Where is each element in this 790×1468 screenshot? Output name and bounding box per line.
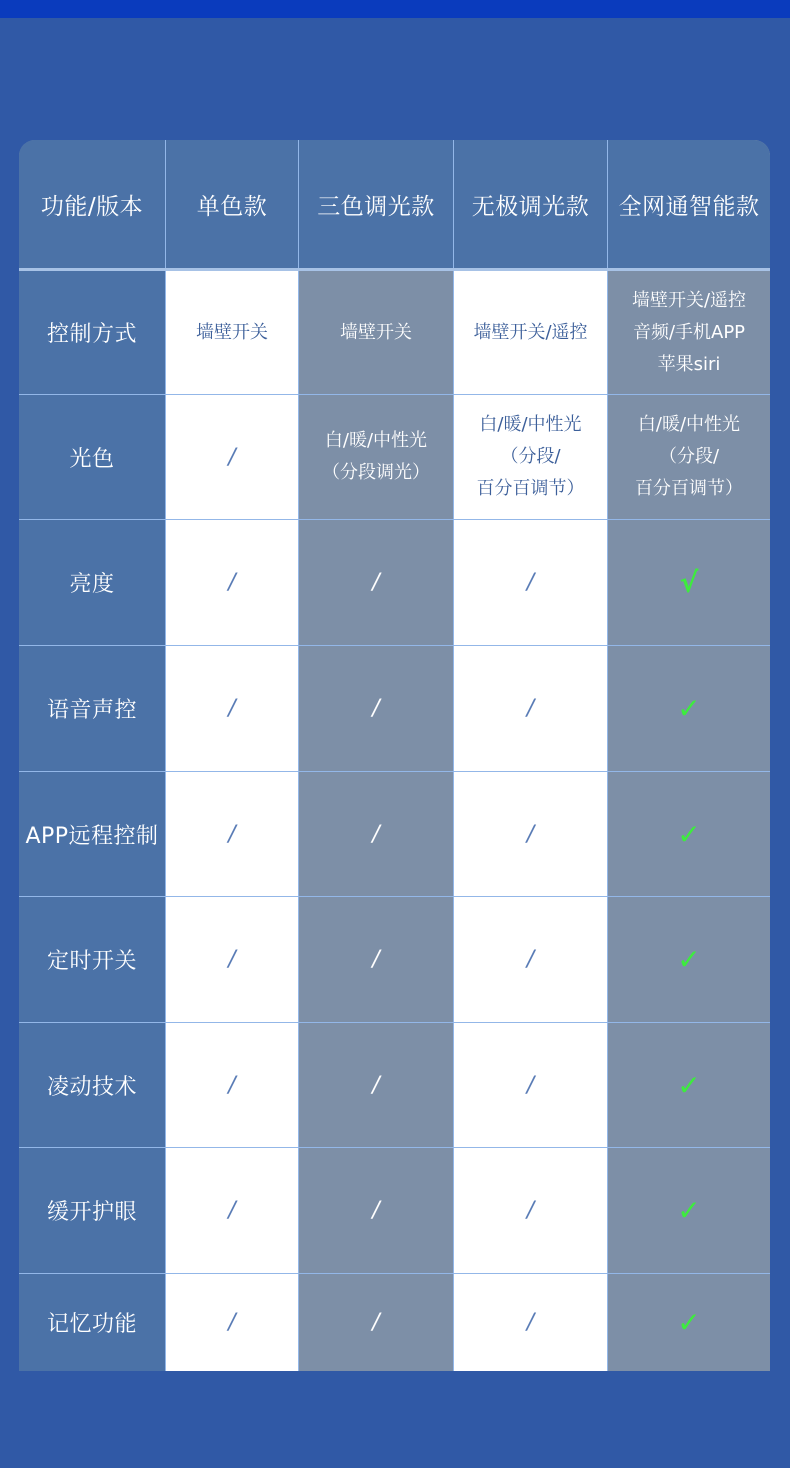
row-label: 定时开关: [46, 949, 137, 974]
not-supported-mark: /: [228, 821, 236, 847]
not-supported-mark: /: [526, 1198, 535, 1223]
cell-text: （分段/: [658, 446, 720, 467]
check-icon: √: [679, 566, 699, 599]
check-icon: ✓: [677, 1306, 701, 1339]
not-supported-mark: /: [372, 570, 380, 595]
table-cell-smart: [608, 1023, 770, 1147]
table-cell-three-color: [299, 1148, 453, 1273]
cell-text: 白/暖/中性光: [479, 414, 582, 435]
table-cell-smart: [608, 271, 770, 394]
header-cell-smart: 全网通智能款: [618, 193, 760, 220]
table-cell-smart: [608, 646, 770, 771]
table-cell-three-color: [299, 772, 453, 896]
top-bar: [0, 0, 790, 18]
check-icon: ✓: [677, 692, 701, 725]
not-supported-mark: /: [526, 947, 535, 972]
not-supported-mark: /: [228, 696, 236, 721]
table-cell-single-color: [166, 520, 298, 645]
row-label: 记忆功能: [46, 1312, 137, 1337]
table-cell-single-color: [166, 271, 298, 394]
header-cell-single-color: 单色款: [196, 193, 268, 220]
not-supported-mark: /: [228, 1310, 236, 1335]
table-cell-stepless: [454, 520, 607, 645]
table-cell-smart: [608, 772, 770, 896]
table-cell-single-color: [166, 1148, 298, 1273]
table-cell-stepless: [454, 646, 607, 771]
cell-text: 百分百调节）: [476, 478, 585, 499]
comparison-table: [19, 140, 770, 1371]
not-supported-mark: /: [372, 1198, 380, 1223]
not-supported-mark: /: [228, 947, 236, 972]
not-supported-mark: /: [228, 444, 236, 470]
cell-text: （分段调光）: [322, 462, 430, 483]
table-cell-smart: [608, 395, 770, 519]
cell-text: 墙壁开关/遥控: [473, 321, 588, 343]
not-supported-mark: /: [228, 570, 236, 595]
table-cell-three-color: [299, 646, 453, 771]
cell-text: 墙壁开关: [196, 321, 268, 343]
table-cell-stepless: [454, 897, 607, 1022]
check-icon: ✓: [677, 1068, 701, 1102]
header-cell-three-color: 三色调光款: [317, 193, 435, 220]
row-label: 凌动技术: [46, 1074, 137, 1100]
table-cell-single-color: [166, 395, 298, 519]
not-supported-mark: /: [372, 1310, 380, 1335]
table-cell-stepless: [454, 1148, 607, 1273]
table-cell-three-color: [299, 897, 453, 1022]
table-cell-stepless: [454, 395, 607, 519]
table-cell-smart: [608, 897, 770, 1022]
not-supported-mark: /: [526, 570, 535, 595]
table-cell-three-color: [299, 1274, 453, 1371]
table-cell-stepless: [454, 1274, 607, 1371]
cell-text: 白/暖/中性光: [637, 414, 741, 435]
table-cell-single-color: [166, 897, 298, 1022]
cell-text: 音频/手机APP: [632, 321, 746, 343]
header-cell-stepless: 无极调光款: [471, 193, 590, 220]
table-cell-stepless: [454, 1023, 607, 1147]
table-cell-single-color: [166, 646, 298, 771]
table-cell-three-color: [299, 520, 453, 645]
not-supported-mark: /: [228, 1198, 236, 1223]
table-cell-smart: [608, 1148, 770, 1273]
table-cell-stepless: [454, 271, 607, 394]
table-cell-single-color: [166, 1274, 298, 1371]
check-icon: ✓: [677, 817, 701, 851]
not-supported-mark: /: [526, 696, 535, 721]
table-cell-smart: [608, 520, 770, 645]
cell-text: （分段/: [500, 446, 561, 467]
table-cell-three-color: [299, 395, 453, 519]
header-cell-label: 功能/版本: [40, 193, 144, 220]
table-cell-three-color: [299, 1023, 453, 1147]
table-cell-single-color: [166, 1023, 298, 1147]
table-cell-single-color: [166, 772, 298, 896]
not-supported-mark: /: [372, 947, 380, 972]
not-supported-mark: /: [372, 696, 380, 721]
table-cell-stepless: [454, 772, 607, 896]
not-supported-mark: /: [526, 1072, 535, 1098]
row-label: 缓开护眼: [46, 1200, 137, 1225]
cell-text: 苹果siri: [657, 353, 721, 375]
not-supported-mark: /: [372, 821, 380, 847]
not-supported-mark: /: [526, 821, 535, 847]
not-supported-mark: /: [228, 1072, 236, 1098]
cell-text: 墙壁开关: [340, 321, 412, 343]
table-cell-three-color: [299, 271, 453, 394]
not-supported-mark: /: [372, 1072, 380, 1098]
table-cell-smart: [608, 1274, 770, 1371]
row-label: 控制方式: [46, 322, 137, 347]
not-supported-mark: /: [526, 1310, 535, 1335]
row-label: APP远程控制: [25, 823, 159, 849]
check-icon: ✓: [677, 1194, 701, 1227]
check-icon: ✓: [677, 943, 701, 976]
cell-text: 百分百调节）: [635, 478, 743, 499]
cell-text: 墙壁开关/遥控: [631, 289, 747, 311]
row-label: 光色: [69, 446, 115, 472]
row-label: 亮度: [69, 572, 115, 597]
row-label: 语音声控: [46, 698, 137, 723]
cell-text: 白/暖/中性光: [324, 430, 428, 451]
